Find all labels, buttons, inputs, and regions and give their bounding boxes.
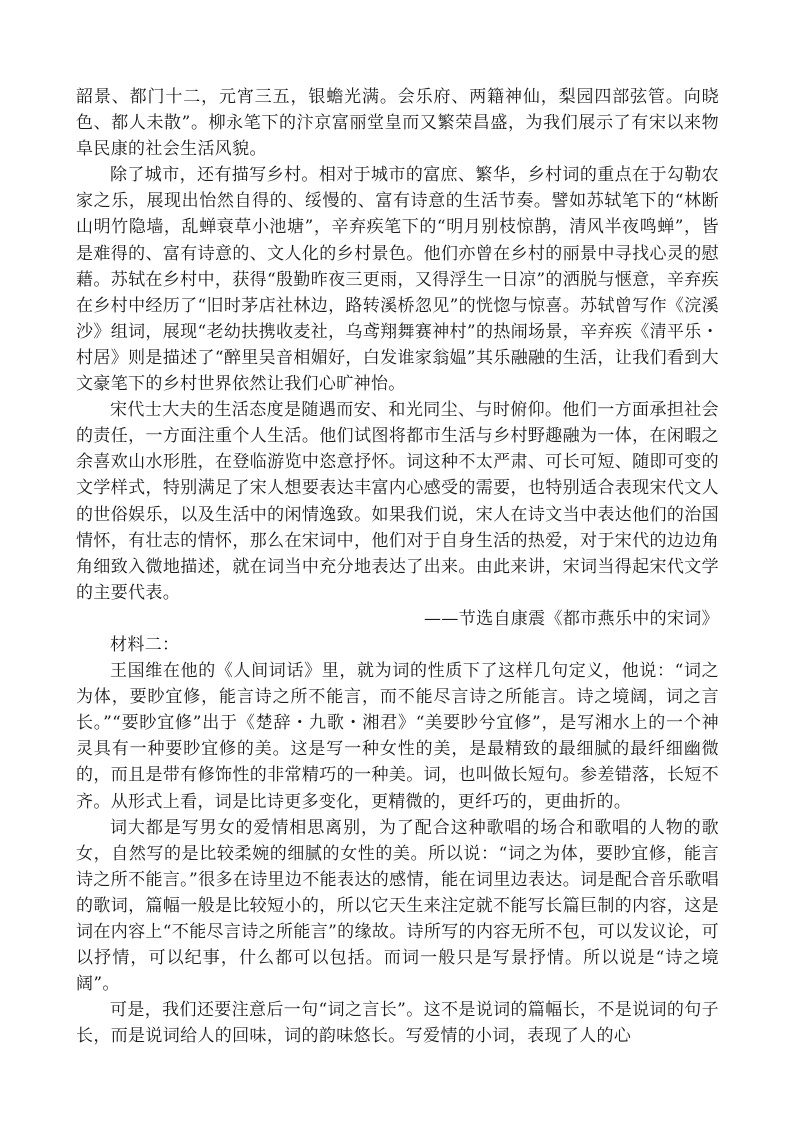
document-page [76, 84, 719, 1049]
paragraph-lingering-charm: 可是，我们还要注意后一句“词之言长”。这不是说词的篇幅长，不是说词的句子长，而是说词给人的回味，词的韵味悠长。写爱情的小词，表现了人的心 [76, 1000, 719, 1047]
paragraph-scholar-attitude: 宋代士大夫的生活态度是随遇而安、和光同尘、与时俯仰。他们一方面承担社会的责任，一方面注重个人生活。他们试图将都市生活与乡村野趣融为一体，在闲暇之余喜欢山水形胜，在登临游览中恣意抒怀。词这种不太严肃、可长可短、随即可变的文学样式，特别满足了宋人想要表达丰富内心感受的需要，也特别适合表现宋代文人的世俗娱乐，以及生活中的闲情逸致。如果我们说，宋人在诗文当中表达他们的治国情怀，有壮志的情怀，那么在宋词中，他们对于自身生活的热爱，对于宋代的边边角角细致入微地描述，就在词当中充分地表达了出来。由此来讲，宋词当得起宋代文学的主要代表。 [76, 400, 719, 603]
paragraph-city-scene: 韶景、都门十二，元宵三五，银蟾光满。会乐府、两籍神仙，梨园四部弦管。向晓色、都人未散”。柳永笔下的汴京富丽堂皇而又繁荣昌盛，为我们展示了有宋以来物阜民康的社会生活风貌。 [76, 87, 719, 160]
material-two-heading: 材料二： [110, 634, 180, 655]
source-citation: ——节选自康震《都市燕乐中的宋词》 [424, 608, 719, 629]
paragraph-love-songs: 词大都是写男女的爱情相思离别，为了配合这种歌唱的场合和歌唱的人物的歌女，自然写的是比较柔婉的细腻的女性的美。所以说：“词之为体，要眇宜修，能言诗之所不能言。”很多在诗里边不能表达的感情，能在词里边表达。词是配合音乐歌唱的歌词，篇幅一般是比较短小的，所以它天生来注定就不能写长篇巨制的内容，这是词在内容上“不能尽言诗之所能言”的缘故。诗所写的内容无所不包，可以发议论，可以抒情，可以纪事，什么都可以包括。而词一般只是写景抒情。所以说是“诗之境阔”。 [76, 817, 719, 995]
paragraph-countryside: 除了城市，还有描写乡村。相对于城市的富庶、繁华，乡村词的重点在于勾勒农家之乐，展现出怡然自得的、绥慢的、富有诗意的生活节奏。譬如苏轼笔下的“林断山明竹隐墙，乱蝉衰草小池塘”，辛弃疾笔下的“明月别枝惊鹊，清风半夜鸣蝉”，皆是难得的、富有诗意的、文人化的乡村景色。他们亦曾在乡村的丽景中寻找心灵的慰藉。苏轼在乡村中，获得“殷勤昨夜三更雨，又得浮生一日凉”的洒脱与惬意，辛弃疾在乡村中经历了“旧时茅店社林边，路转溪桥忽见”的恍惚与惊喜。苏轼曾写作《浣溪沙》组词，展现“老幼扶携收麦社，乌鸢翔舞赛神村”的热闹场景，辛弃疾《清平乐・村居》则是描述了“醉里吴音相媚好，白发谁家翁媪”其乐融融的生活，让我们看到大文豪笔下的乡村世界依然让我们心旷神怡。 [76, 165, 719, 395]
paragraph-wang-guowei: 王国维在他的《人间词话》里，就为词的性质下了这样几句定义，他说：“词之为体，要眇宜修，能言诗之所不能言，而不能尽言诗之所能言。诗之境阔，词之言长。”“要眇宜修”出于《楚辞・九歌・湘君》“美要眇兮宜修”，是写湘水上的一个神灵具有一种要眇宜修的美。这是写一种女性的美，是最精致的最细腻的最纤细幽微的，而且是带有修饰性的非常精巧的一种美。词，也叫做长短句。参差错落，长短不齐。从形式上看，词是比诗更多变化，更精微的，更纤巧的，更曲折的。 [76, 661, 719, 812]
